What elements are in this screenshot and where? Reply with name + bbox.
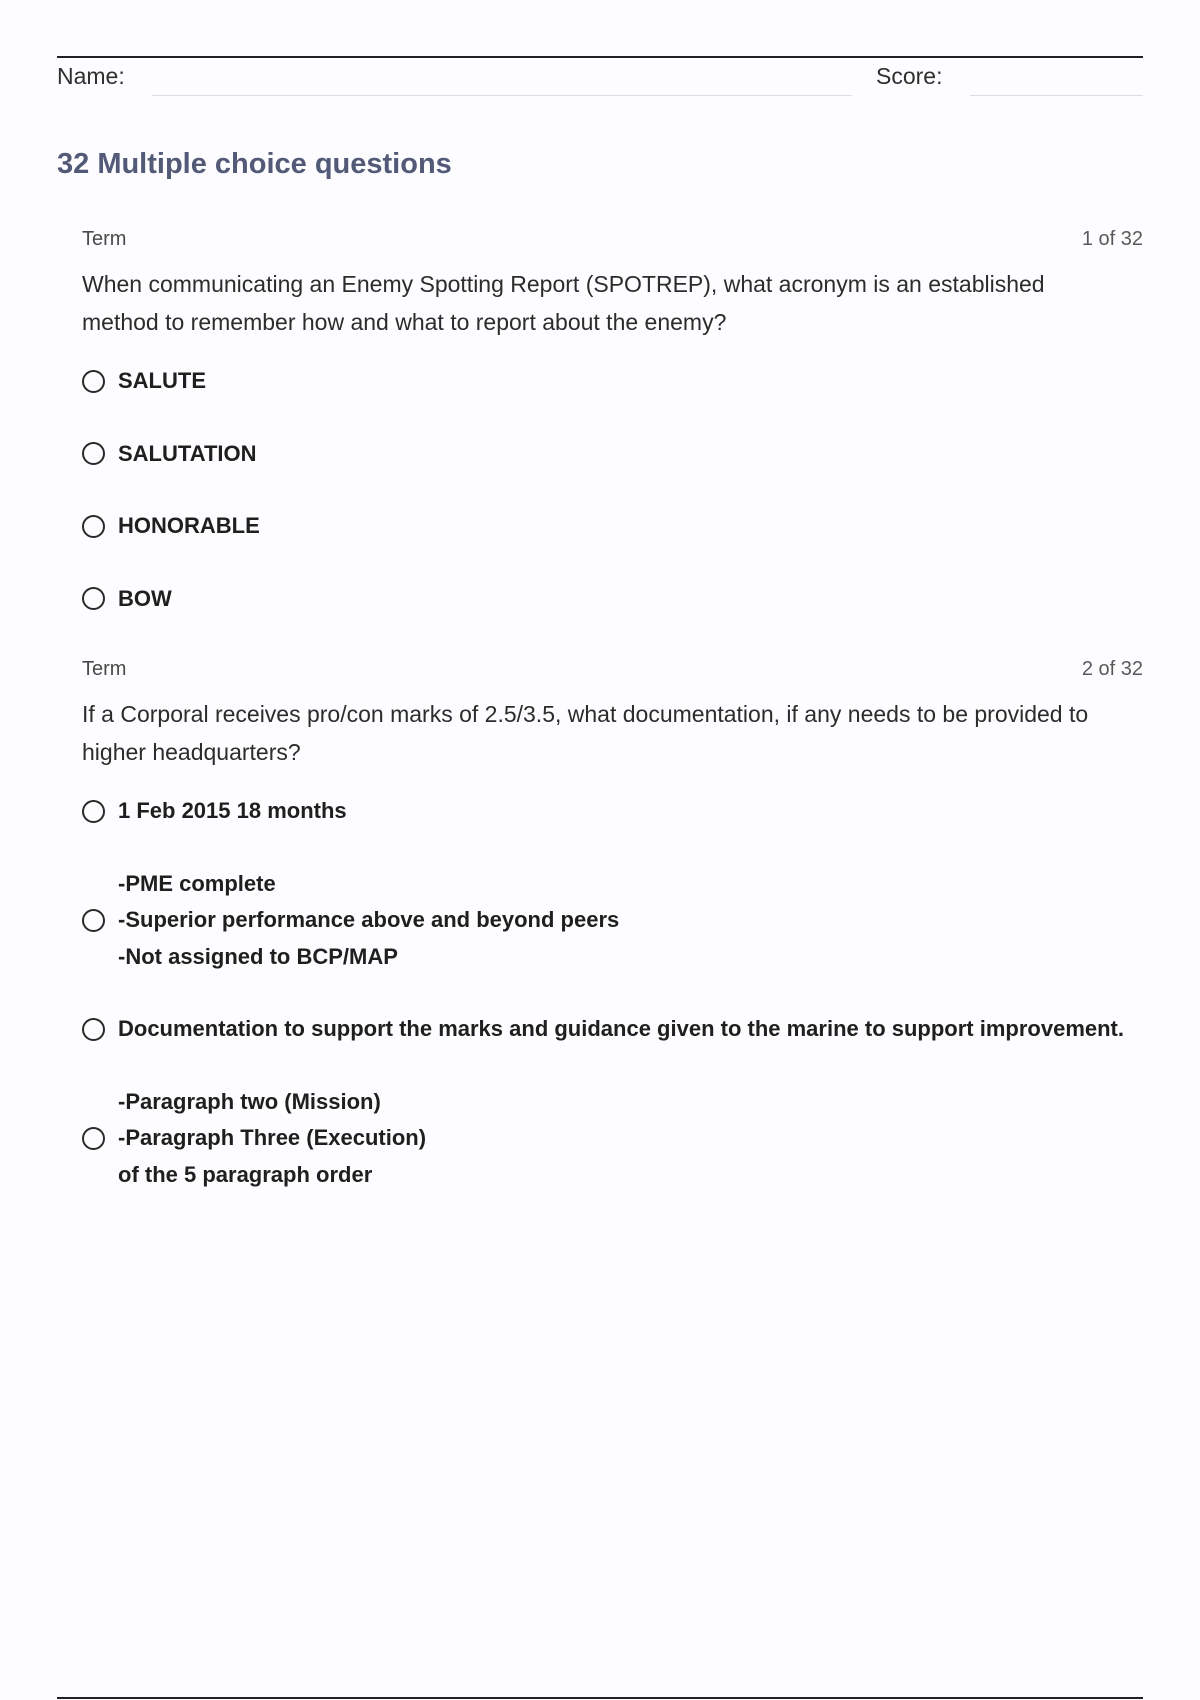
radio-button-icon[interactable]	[82, 515, 105, 538]
question-counter: 2 of 32	[1081, 658, 1143, 680]
bottom-divider	[57, 1697, 1143, 1699]
question-text: If a Corporal receives pro/con marks of 2.5/3.5, what documentation, if any needs to be provided to higher headquarters?	[82, 701, 1089, 765]
answer-option[interactable]	[82, 866, 1143, 976]
question-meta	[82, 658, 1143, 688]
question-meta	[82, 228, 1143, 258]
answer-option[interactable]	[82, 363, 1143, 400]
answer-option-label: 1 Feb 2015 18 months	[118, 798, 347, 823]
answer-options	[82, 363, 1143, 617]
name-label: Name:	[57, 63, 125, 89]
score-label: Score:	[876, 63, 943, 89]
question-2	[82, 658, 1143, 1229]
radio-button-icon[interactable]	[82, 800, 105, 823]
answer-option-label: Documentation to support the marks and guidance given to the marine to support improvement.	[118, 1016, 1124, 1041]
answer-option[interactable]	[82, 508, 1143, 545]
answer-option[interactable]	[82, 1011, 1143, 1048]
question-text: When communicating an Enemy Spotting Report (SPOTREP), what acronym is an established method to remember how and what to report about the enemy?	[82, 271, 1045, 335]
question-1	[82, 228, 1143, 653]
question-counter: 1 of 32	[1081, 228, 1143, 250]
radio-button-icon[interactable]	[82, 1018, 105, 1041]
answer-option[interactable]	[82, 436, 1143, 473]
answer-option[interactable]	[82, 1084, 1143, 1194]
answer-option-label: HONORABLE	[118, 513, 260, 538]
radio-button-icon[interactable]	[82, 370, 105, 393]
answer-option-label: BOW	[118, 585, 172, 611]
answer-option[interactable]	[82, 793, 1143, 830]
answer-option-label: SALUTATION	[118, 440, 257, 466]
radio-button-icon[interactable]	[82, 587, 105, 610]
answer-option-label: -PME complete -Superior performance above and beyond peers -Not assigned to BCP/MAP	[118, 870, 620, 969]
score-field-line[interactable]	[970, 95, 1143, 96]
answer-option-label: SALUTE	[118, 368, 206, 393]
section-title: 32 Multiple choice questions	[57, 148, 452, 180]
top-divider	[57, 56, 1143, 58]
answer-options	[82, 793, 1143, 1193]
answer-option-label: -Paragraph two (Mission) -Paragraph Three (Execution) of the 5 paragraph order	[118, 1088, 427, 1187]
term-label: Term	[82, 228, 127, 250]
name-field-line[interactable]	[152, 95, 852, 96]
radio-button-icon[interactable]	[82, 442, 105, 465]
answer-option[interactable]	[82, 581, 1143, 618]
radio-button-icon[interactable]	[82, 1127, 105, 1150]
term-label: Term	[82, 658, 127, 680]
radio-button-icon[interactable]	[82, 909, 105, 932]
